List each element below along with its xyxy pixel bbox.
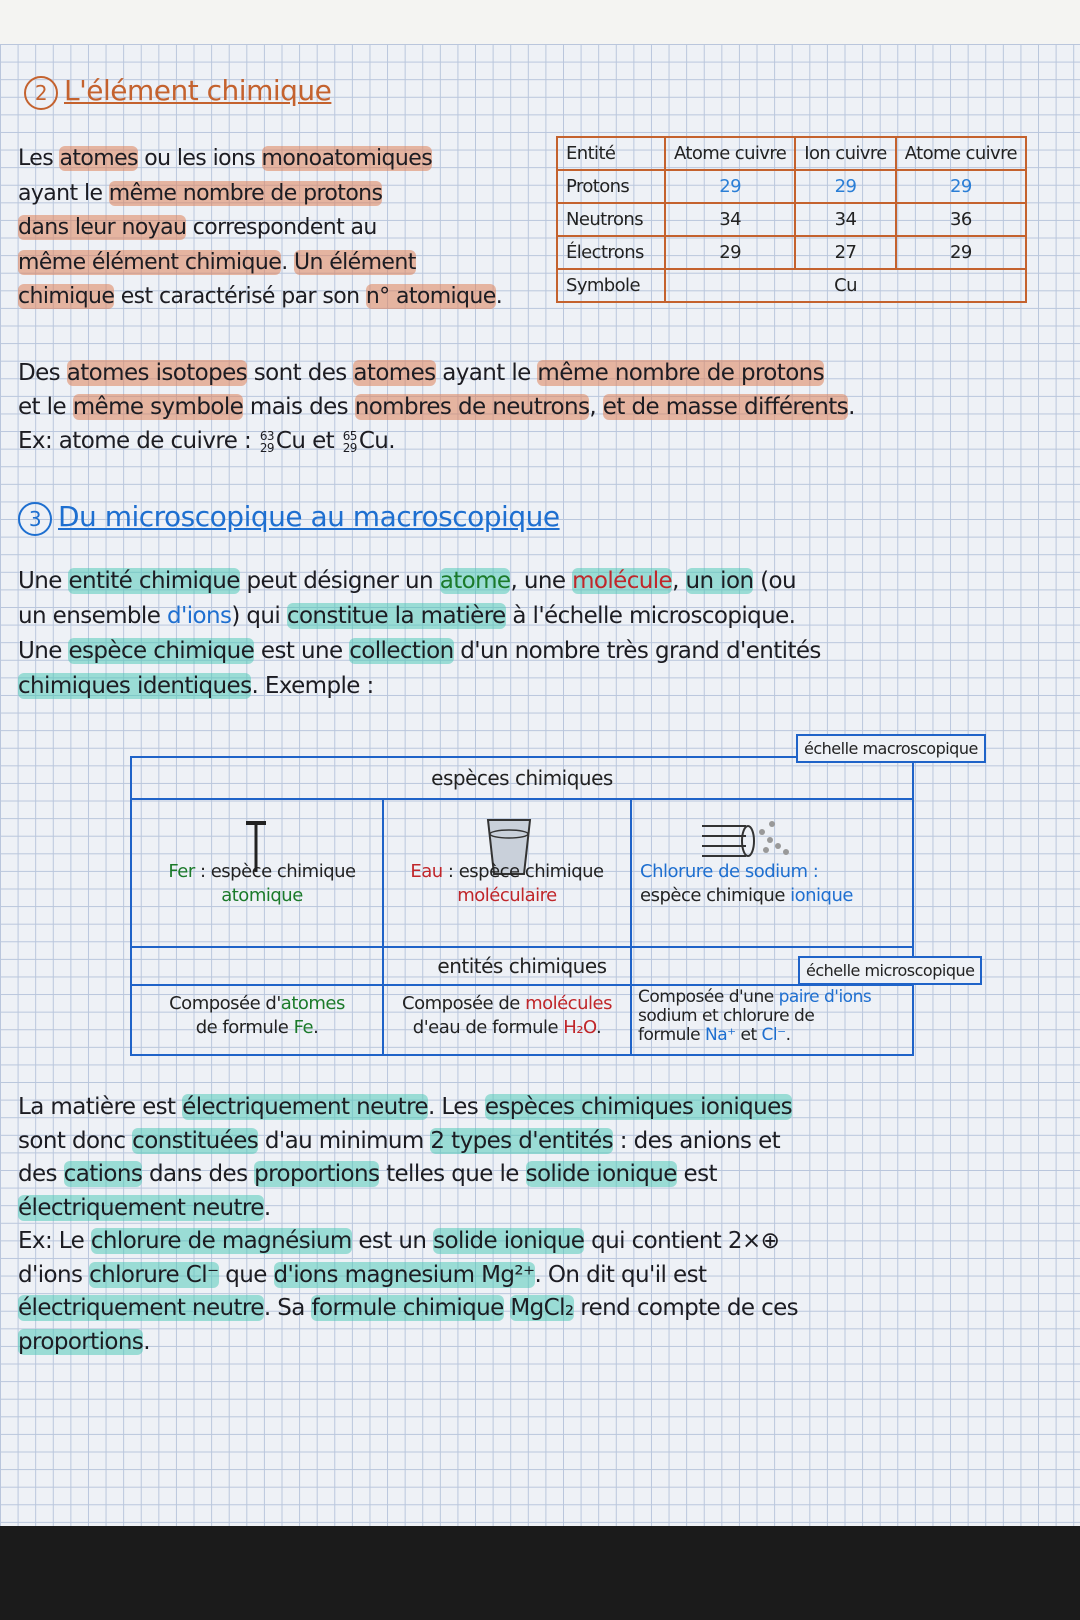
text-segment: Les — [18, 146, 60, 171]
text-line — [18, 673, 374, 699]
highlighted-text: un ion — [685, 568, 754, 594]
row-label: Électrons — [557, 236, 665, 269]
text-segment: correspondent au — [186, 215, 377, 240]
isotope-example — [18, 428, 395, 454]
text-segment: qui contient 2×⊕ — [584, 1228, 780, 1254]
table-cell: 27 — [795, 236, 896, 269]
text-line — [18, 1295, 798, 1321]
text-line — [18, 1262, 706, 1288]
species-desc: : espèce chimique — [194, 861, 356, 882]
text-segment: d'ions — [18, 1261, 90, 1288]
divider — [630, 798, 632, 1054]
species-name: Eau — [410, 861, 443, 882]
highlighted-text: même nombre de protons — [108, 180, 383, 206]
text-line — [18, 1329, 150, 1355]
highlighted-text: constitue la matière — [286, 603, 506, 629]
highlighted-text: solide ionique — [525, 1161, 677, 1187]
text-segment: . — [281, 249, 294, 275]
species-type: moléculaire — [457, 885, 557, 906]
divider — [132, 946, 912, 948]
highlighted-text: constituées — [132, 1127, 259, 1154]
text-segment: Ex: Le — [18, 1228, 91, 1254]
text-line — [18, 603, 795, 629]
highlighted-text: nombres de neutrons — [354, 394, 590, 420]
text-segment: telles que le — [379, 1161, 526, 1187]
text-segment: . — [263, 1194, 271, 1221]
isotope-notation — [260, 430, 274, 454]
highlighted-text: chlorure de magnésium — [90, 1228, 352, 1254]
mass-number: 63 — [259, 428, 274, 443]
entity-text: de formule — [195, 1017, 294, 1038]
isotope-notation — [343, 430, 357, 454]
micro-scale-label: échelle microscopique — [798, 956, 982, 985]
header-cell: Atome cuivre — [665, 137, 795, 170]
entity-text: sodium et chlorure de — [638, 1006, 815, 1026]
joiner-text: et — [312, 428, 335, 454]
atomic-number: 29 — [259, 440, 274, 455]
highlighted-text: formule chimique — [311, 1295, 504, 1321]
text-segment: des — [18, 1161, 64, 1187]
entity-eau: Composée de molécules d'eau de formule H₂O. — [402, 993, 612, 1038]
element-symbol: Cu. — [358, 428, 395, 454]
row-label: Neutrons — [557, 203, 665, 236]
table-cell: 29 — [665, 170, 795, 203]
highlighted-text: collection — [349, 638, 454, 664]
entity-text: formule — [638, 1025, 705, 1045]
highlighted-text: MgCl₂ — [510, 1295, 574, 1321]
species-type: ionique — [790, 885, 853, 906]
table-header-row — [557, 137, 1026, 170]
entity-nacl: Composée d'une paire d'ions sodium et chlorure de formule Na⁺ et Cl⁻. — [638, 987, 872, 1045]
text-segment: sont donc — [18, 1127, 133, 1154]
header-cell: Ion cuivre — [795, 137, 896, 170]
text-segment: ayant le — [18, 180, 109, 206]
symbol-cell: Cu — [665, 269, 1026, 302]
text-segment: , — [672, 568, 686, 594]
text-segment: . — [848, 394, 855, 420]
species-type: atomique — [221, 885, 303, 906]
text-segment: est une — [254, 638, 350, 664]
species-entities-diagram — [130, 756, 914, 1056]
highlighted-text: atome — [439, 568, 511, 594]
text-segment: (ou — [753, 568, 796, 594]
element-symbol: Cu — [275, 428, 306, 454]
text-segment: mais des — [243, 394, 355, 420]
text-line — [18, 181, 382, 206]
text-segment: Une — [18, 638, 69, 664]
entity-text: Composée d'une — [638, 987, 779, 1007]
text-segment: ayant le — [435, 360, 538, 386]
text-segment: sont des — [247, 360, 354, 386]
text-segment: Une — [18, 568, 69, 594]
highlighted-text: 2 types d'entités — [430, 1127, 614, 1154]
text-segment: . Exemple : — [251, 673, 374, 699]
entity-formula: H₂O — [563, 1017, 596, 1038]
species-desc: espèce chimique — [640, 885, 791, 906]
text-line — [18, 250, 416, 275]
entity-text: Composée de — [402, 993, 526, 1014]
row-label: Protons — [557, 170, 665, 203]
highlighted-text: atomes isotopes — [66, 360, 248, 386]
text-line — [18, 1228, 779, 1254]
text-segment: La matière est — [18, 1094, 183, 1120]
entity-text: et — [735, 1025, 762, 1045]
table-cell: 34 — [795, 203, 896, 236]
species-nacl — [640, 860, 910, 908]
table-row — [557, 236, 1026, 269]
table-cell: 34 — [665, 203, 795, 236]
species-fer — [142, 860, 382, 908]
text-segment: , une — [510, 568, 573, 594]
text-segment: un ensemble — [18, 603, 167, 629]
text-line — [18, 284, 502, 309]
highlighted-text: électriquement neutre — [18, 1194, 264, 1221]
species-name: Fer — [168, 861, 195, 882]
table-row — [557, 170, 1026, 203]
entity-formula: Fe — [293, 1017, 314, 1038]
text-segment: d'un nombre très grand d'entités — [453, 638, 821, 664]
highlighted-text: même nombre de protons — [537, 360, 825, 386]
highlighted-text: électriquement neutre — [182, 1094, 428, 1120]
table-cell: 36 — [896, 203, 1026, 236]
section-title-text: L'élément chimique — [64, 74, 332, 107]
highlighted-text: proportions — [254, 1161, 380, 1187]
entity-keyword: paire d'ions — [778, 987, 872, 1007]
text-segment: ou les ions — [137, 146, 262, 171]
text-segment: . — [495, 284, 503, 309]
highlighted-text: d'ions magnesium Mg²⁺ — [273, 1261, 535, 1288]
mass-number: 65 — [342, 428, 357, 443]
highlighted-text: chlorure Cl⁻ — [89, 1261, 219, 1288]
highlighted-text: dans leur noyau — [18, 215, 187, 240]
text-segment: , — [589, 394, 603, 420]
highlighted-text: même symbole — [72, 394, 244, 420]
highlighted-text: proportions — [18, 1328, 144, 1355]
highlighted-text: électriquement neutre — [18, 1295, 264, 1321]
section-2-title — [24, 74, 331, 110]
entity-text: Composée d' — [169, 993, 281, 1014]
text-line — [18, 394, 855, 420]
highlighted-text: atomes — [353, 360, 436, 386]
divider — [132, 798, 912, 800]
entity-formula: Na⁺ — [705, 1025, 736, 1045]
highlighted-text: cations — [63, 1161, 143, 1187]
highlighted-text: chimique — [18, 284, 115, 309]
highlighted-text: atomes — [59, 146, 138, 171]
text-line — [18, 360, 824, 386]
text-segment: est un — [351, 1228, 434, 1254]
text-segment: . Les — [427, 1094, 485, 1120]
section-3-title — [18, 500, 560, 536]
highlighted-text: chimiques identiques — [18, 673, 252, 699]
text-segment: . — [143, 1328, 150, 1355]
text-line — [18, 638, 821, 664]
highlighted-text: entité chimique — [68, 568, 240, 594]
text-line — [18, 215, 377, 240]
table-cell: 29 — [896, 236, 1026, 269]
highlighted-text: espèce chimique — [68, 638, 255, 664]
text-segment: . On dit qu'il est — [534, 1261, 707, 1288]
text-line — [18, 1128, 780, 1154]
text-segment: que — [218, 1261, 274, 1288]
highlighted-text: espèces chimiques ioniques — [484, 1094, 793, 1120]
text-line — [18, 1161, 717, 1187]
table-cell: 29 — [665, 236, 795, 269]
table-cell: 29 — [896, 170, 1026, 203]
photo-bottom-edge — [0, 1526, 1080, 1620]
highlighted-text: molécule — [572, 568, 673, 594]
text-segment: est caractérisé par son — [114, 284, 366, 309]
copper-comparison-table — [556, 136, 1027, 303]
row-label: Symbole — [557, 269, 665, 302]
entity-text: d'eau de formule — [412, 1017, 564, 1038]
text-segment: : des anions et — [613, 1127, 781, 1154]
text-segment: est — [676, 1161, 717, 1187]
highlighted-text: même élément chimique — [18, 249, 282, 275]
text-segment: d'ions — [166, 603, 232, 629]
text-segment: dans des — [142, 1161, 255, 1187]
highlighted-text: solide ionique — [433, 1228, 585, 1254]
section-number: 2 — [24, 76, 58, 110]
species-eau — [384, 860, 630, 908]
entity-keyword: molécules — [525, 993, 612, 1014]
species-header: espèces chimiques — [431, 766, 613, 790]
species-name: Chlorure de sodium : — [640, 861, 819, 882]
text-segment: rend compte de ces — [573, 1295, 799, 1321]
species-desc: : espèce chimique — [442, 861, 604, 882]
table-cell: 29 — [795, 170, 896, 203]
highlighted-text: Un élément — [293, 249, 416, 275]
text-segment: Des — [18, 360, 67, 386]
header-cell: Atome cuivre — [896, 137, 1026, 170]
text-segment: ) qui — [231, 603, 287, 629]
text-line — [18, 1195, 271, 1221]
salt-shaker-icon — [700, 812, 800, 862]
section-number: 3 — [18, 502, 52, 536]
text-line — [18, 1094, 792, 1120]
text-segment: d'au minimum — [258, 1127, 431, 1154]
highlighted-text: n° atomique — [365, 284, 496, 309]
divider — [132, 984, 912, 986]
section-title-text: Du microscopique au macroscopique — [58, 500, 560, 533]
table-row — [557, 269, 1026, 302]
text-segment: peut désigner — [239, 568, 406, 594]
example-prefix: Ex: atome de cuivre : — [18, 428, 252, 454]
text-line — [18, 146, 432, 171]
entities-header: entités chimiques — [437, 954, 607, 978]
highlighted-text: monoatomiques — [261, 146, 433, 171]
entity-formula: Cl⁻ — [761, 1025, 786, 1045]
text-segment: . Sa — [263, 1295, 312, 1321]
text-segment: et le — [18, 394, 73, 420]
atomic-number: 29 — [342, 440, 357, 455]
entity-keyword: atomes — [280, 993, 345, 1014]
table-row — [557, 203, 1026, 236]
macro-scale-label: échelle macroscopique — [796, 734, 986, 763]
highlighted-text: et de masse différents — [602, 394, 849, 420]
text-segment: à l'échelle microscopique. — [505, 603, 796, 629]
text-segment: un — [405, 568, 440, 594]
header-cell: Entité — [557, 137, 665, 170]
entity-fer: Composée d'atomes de formule Fe. — [169, 993, 345, 1038]
text-line — [18, 568, 796, 594]
